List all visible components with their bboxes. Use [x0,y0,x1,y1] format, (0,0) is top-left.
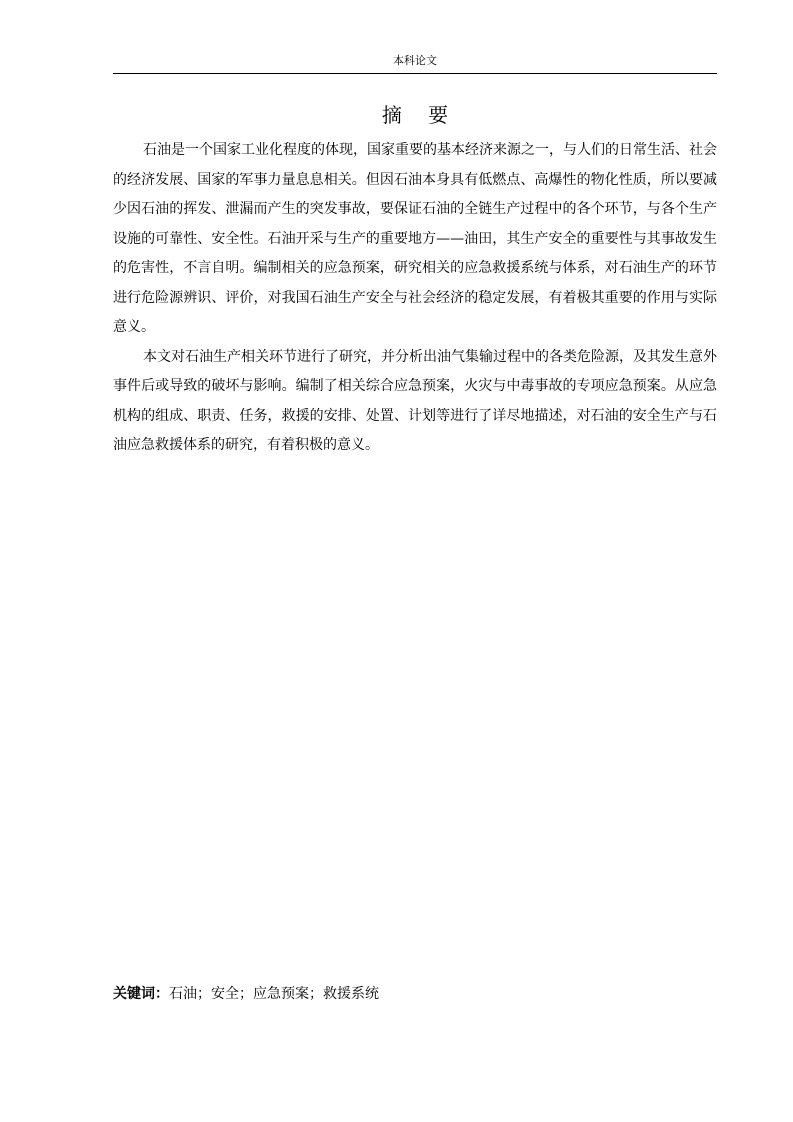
abstract-paragraph-1: 石油是一个国家工业化程度的体现，国家重要的基本经济来源之一，与人们的日常生活、社会的经济发展、国家的军事力量息息相关。但因石油本身具有低燃点、高爆性的物化性质，所以要减少因石油的挥发、泄漏而产生的突发事故，要保证石油的全链生产过程中的各个环节，与各个生产设施的可靠性、安全性。石油开采与生产的重要地方——油田，其生产安全的重要性与其事故发生的危害性，不言自明。编制相关的应急预案，研究相关的应急救援系统与体系，对石油生产的环节进行危险源辨识、评价，对我国石油生产安全与社会经济的稳定发展，有着极其重要的作用与实际意义。 [113,142,717,335]
header-divider [113,73,717,74]
abstract-title: 摘 要 [381,103,459,127]
keywords-label: 关键词： [113,986,169,1002]
keywords-line [113,983,717,1005]
page-header: 本科论文 [393,54,437,67]
keywords-text: 石油；安全；应急预案；救援系统 [169,986,379,1002]
abstract-paragraph-2: 本文对石油生产相关环节进行了研究，并分析出油气集输过程中的各类危险源，及其发生意外事件后或导致的破坏与影响。编制了相关综合应急预案，火灾与中毒事故的专项应急预案。从应急机构的组成、职责、任务，救援的安排、处置、计划等进行了详尽地描述，对石油的安全生产与石油应急救援体系的研究，有着积极的意义。 [113,348,717,453]
abstract-body [113,136,717,461]
